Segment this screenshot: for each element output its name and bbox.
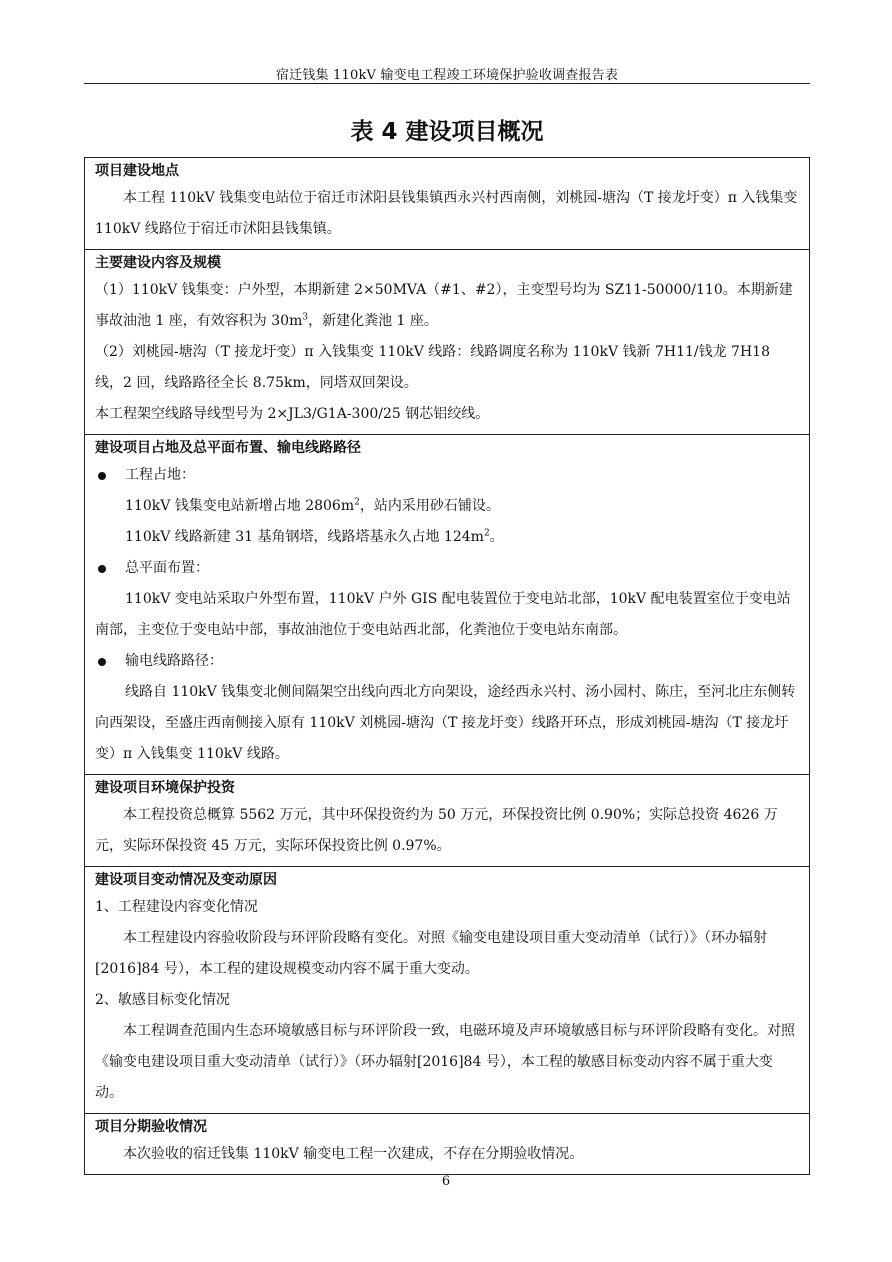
paragraph: 本工程建设内容验收阶段与环评阶段略有变化。对照《输变电建设项目重大变动清单（试行）》（环办辐射[2016]84 号），本工程的建设规模变动内容不属于重大变动。 <box>95 930 767 977</box>
bullet-dot-icon <box>98 565 106 573</box>
bullet-dot-icon <box>98 658 106 666</box>
paragraph: 线路自 110kV 钱集变北侧间隔架空出线向西北方向架设，途经西永兴村、汤小园村、陈庄，至河北庄东侧转向西架设，至盛庄西南侧接入原有 110kV 刘桃园-塘沟（T 接龙圩变）线路开环点，形成刘桃园-塘沟（T 接龙圩变）π 入钱集变 110kV 线路。 <box>95 684 796 762</box>
paragraph <box>95 522 799 553</box>
text-run: 110kV 线路新建 31 基角钢塔，线路塔基永久占地 124m <box>125 529 484 545</box>
paragraph <box>95 275 799 337</box>
bullet-item <box>95 646 799 677</box>
section-phased <box>85 1113 809 1174</box>
superscript: 2 <box>354 497 360 508</box>
section-scale <box>85 249 809 434</box>
bullet-label: 输电线路路径： <box>125 653 223 669</box>
section-title: 项目建设地点 <box>95 163 179 179</box>
section-title: 主要建设内容及规模 <box>95 255 221 271</box>
text-run: 110kV 钱集变电站新增占地 2806m <box>125 498 355 514</box>
paragraph: （2）刘桃园-塘沟（T 接龙圩变）π 入钱集变 110kV 线路：线路调度名称为 110kV 钱新 7H11/钱龙 7H18 线，2 回，线路路径全长 8.75km，同塔双回架设。 <box>95 344 770 391</box>
section-title: 建设项目占地及总平面布置、输电线路路径 <box>95 440 361 456</box>
page-number: 6 <box>441 1174 451 1189</box>
bullet-item <box>95 553 799 584</box>
paragraph: 本工程投资总概算 5562 万元，其中环保投资约为 50 万元，环保投资比例 0.90%；实际总投资 4626 万元，实际环保投资 45 万元，实际环保投资比例 0.97%。 <box>95 807 778 854</box>
text-run: 。 <box>489 529 504 545</box>
text-run: ，新建化粪池 1 座。 <box>308 313 438 329</box>
paragraph: 110kV 变电站采取户外型布置，110kV 户外 GIS 配电装置位于变电站北部，10kV 配电装置室位于变电站南部，主变位于变电站中部，事故油池位于变电站西北部，化粪池位于变电站东南部。 <box>95 591 791 638</box>
subheading: 1、工程建设内容变化情况 <box>95 899 258 915</box>
subheading: 2、敏感目标变化情况 <box>95 992 230 1008</box>
section-layout <box>85 434 809 774</box>
paragraph: 本工程调查范围内生态环境敏感目标与环评阶段一致，电磁环境及声环境敏感目标与环评阶段略有变化。对照《输变电建设项目重大变动清单（试行）》（环办辐射[2016]84 号），本工程的敏感目标变动内容不属于重大变动。 <box>95 1023 795 1101</box>
header-rule <box>84 83 810 84</box>
section-investment <box>85 774 809 866</box>
section-changes <box>85 866 809 1113</box>
section-title: 建设项目变动情况及变动原因 <box>95 872 277 888</box>
section-location <box>85 158 809 249</box>
bullet-dot-icon <box>98 472 106 480</box>
paragraph: 本工程 110kV 钱集变电站位于宿迁市沭阳县钱集镇西永兴村西南侧，刘桃园-塘沟（T 接龙圩变）π 入钱集变 110kV 线路位于宿迁市沭阳县钱集镇。 <box>95 190 798 237</box>
bullet-item <box>95 460 799 491</box>
paragraph: 本次验收的宿迁钱集 110kV 输变电工程一次建成，不存在分期验收情况。 <box>123 1146 584 1162</box>
bullet-label: 工程占地： <box>125 467 195 483</box>
text-run: ，站内采用砂石铺设。 <box>359 498 500 514</box>
superscript: 3 <box>302 312 309 323</box>
section-title: 项目分期验收情况 <box>95 1119 207 1135</box>
paragraph: 本工程架空线路导线型号为 2×JL3/G1A-300/25 钢芯铝绞线。 <box>95 406 490 422</box>
superscript: 2 <box>483 528 490 539</box>
text-run: （1）110kV 钱集变：户外型，本期新建 2×50MVA（#1、#2），主变型号均为 SZ11-50000/110。本期新建事故油池 1 座，有效容积为 30m <box>95 282 793 329</box>
section-title: 建设项目环境保护投资 <box>95 780 235 796</box>
paragraph <box>95 491 799 522</box>
table-title: 表 4 建设项目概况 <box>350 119 544 145</box>
running-header: 宿迁钱集 110kV 输变电工程竣工环境保护验收调查报告表 <box>275 68 619 83</box>
bullet-label: 总平面布置： <box>125 560 209 576</box>
project-overview-table <box>84 157 810 1175</box>
